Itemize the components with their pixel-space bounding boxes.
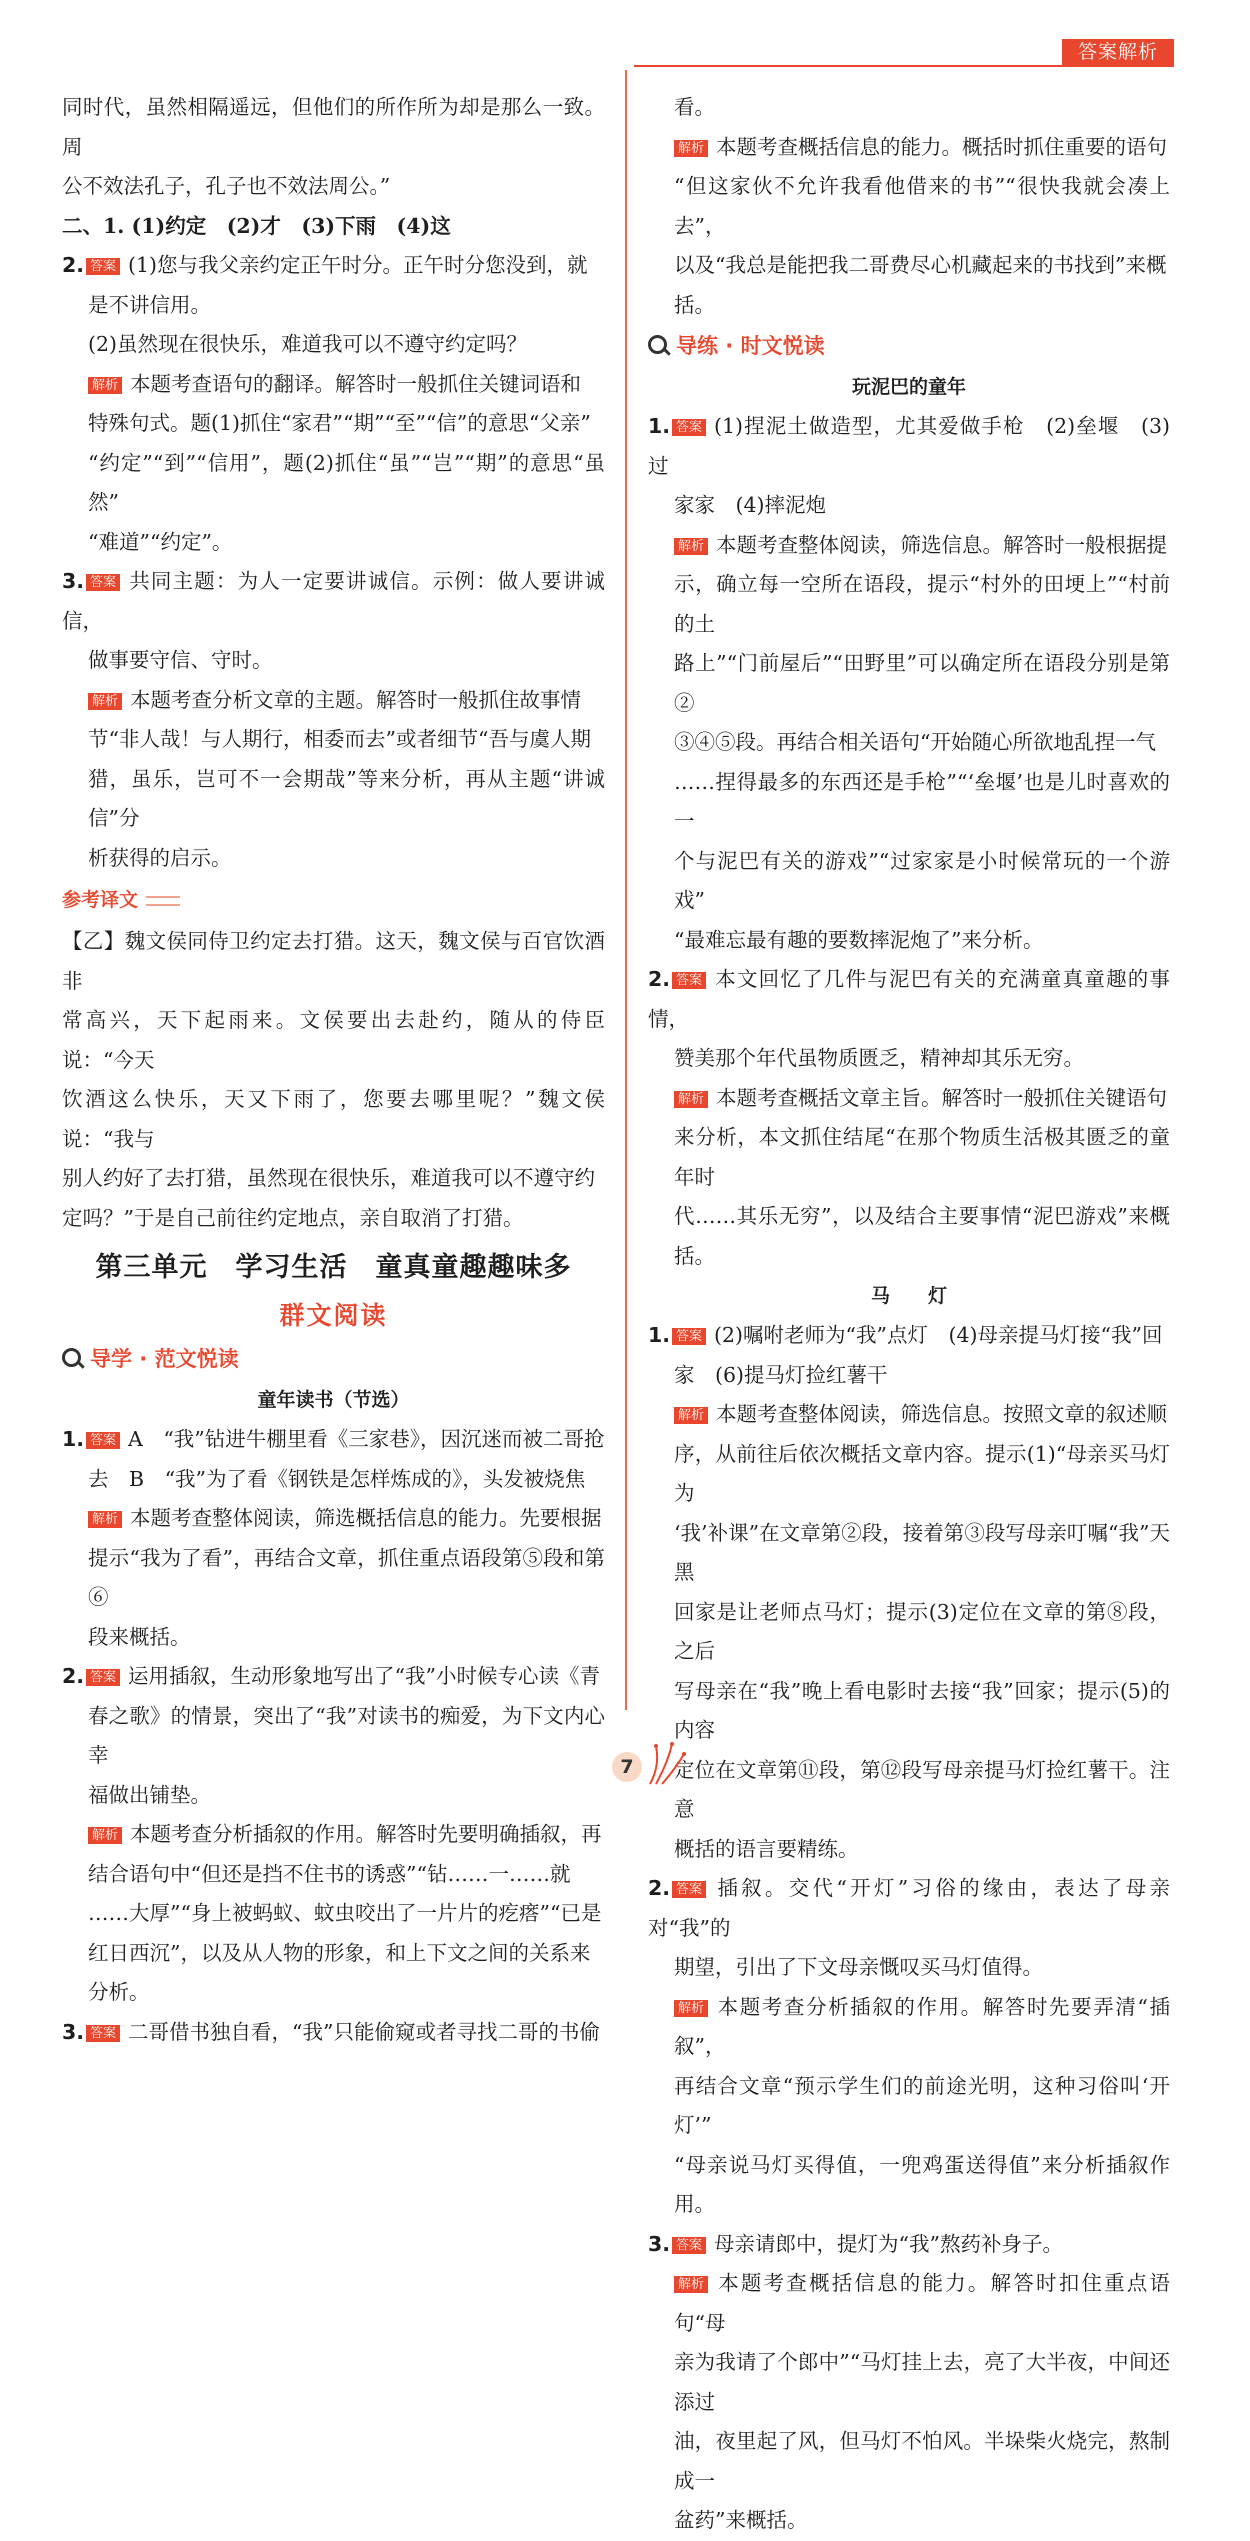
a1-q3-answer: 3. 答案 二哥借书独自看，“我”只能偷窥或者寻找二哥的书偷 xyxy=(62,2019,600,2044)
answer-line: (2)虽然现在很快乐，难道我可以不遵守约定吗？ xyxy=(88,332,528,356)
header-rule xyxy=(634,65,1174,67)
analysis-badge: 解析 xyxy=(674,1091,708,1108)
a1-q2-answer: 2. 答案 运用插叙，生动形象地写出了“我”小时候专心读《青 xyxy=(62,1664,600,1688)
continued-line: 看。 xyxy=(674,95,715,119)
c1-analysis: 解析 本题考查整体阅读，筛选信息。按照文章的叙述顺 xyxy=(648,1395,1170,1435)
answer-badge: 答案 xyxy=(86,1669,120,1686)
heading-decoration xyxy=(146,896,180,906)
analysis-line: 写母亲在“我”晚上看电影时去接“我”回家；提示(5)的内容 xyxy=(674,1678,1170,1742)
analysis-line: 提示“我为了看”，再结合文章，抓住重点语段第⑤段和第⑥ xyxy=(88,1545,605,1609)
analysis-line: 路上”“门前屋后”“田野里”可以确定所在语段分别是第② xyxy=(674,651,1170,715)
analysis-line: 段来概括。 xyxy=(88,1624,191,1649)
left-column xyxy=(62,88,605,2052)
answer-line: 期望，引出了下文母亲慨叹买马灯值得。 xyxy=(674,1955,1043,1979)
b2-answer: 2. 答案 本文回忆了几件与泥巴有关的充满童真童趣的事情， xyxy=(648,967,1170,1031)
q2-3-answer: 3. 答案 共同主题：为人一定要讲诚信。示例：做人要讲诚信， xyxy=(62,569,605,633)
c1-answer: 1. 答案 (2)嘱咐老师为“我”点灯 (4)母亲提马灯接“我”回 xyxy=(648,1323,1163,1347)
analysis-line: 代……其乐无穷”，以及结合主要事情“泥巴游戏”来概括。 xyxy=(674,1204,1170,1268)
analysis-line: 猎，虽乐，岂可不一会期哉”等来分析，再从主题“讲诚信”分 xyxy=(88,766,605,830)
analysis-line: 来分析，本文抓住结尾“在那个物质生活极其匮乏的童年时 xyxy=(674,1125,1170,1189)
answer-badge: 答案 xyxy=(672,1881,706,1898)
analysis-line: “但这家伙不允许我看他借来的书”“很快我就会凑上去”， xyxy=(674,174,1170,238)
a1-q3-analysis: 解析 本题考查概括信息的能力。概括时抓住重要的语句 xyxy=(648,128,1170,168)
q2-1-answer: 二、1. (1)约定 (2)才 (3)下雨 (4)这 xyxy=(62,213,451,238)
q2-3-analysis: 解析 本题考查分析文章的主题。解答时一般抓住故事情 xyxy=(62,681,605,721)
flourish-icon xyxy=(646,1738,688,1788)
translation-line: 别人约好了去打猎，虽然现在很快乐，难道我可以不遵守约 xyxy=(62,1166,595,1190)
answer-line: 春之歌》的情景，突出了“我”对读书的痴爱，为下文内心幸 xyxy=(88,1703,605,1767)
analysis-line: 回家是让老师点马灯；提示(3)定位在文章的第⑧段，之后 xyxy=(674,1599,1170,1663)
unit-title: 第三单元 学习生活 童真童趣趣味多 xyxy=(95,1252,572,1283)
analysis-badge: 解析 xyxy=(88,377,122,394)
answer-line: 家家 (4)摔泥炮 xyxy=(674,493,827,517)
answer-badge: 答案 xyxy=(86,574,120,591)
q2-2-answer: 2. 答案 (1)您与我父亲约定正午时分。正午时分您没到，就 xyxy=(62,253,588,277)
analysis-line: 结合语句中“但还是挡不住书的诱惑”“钻……一……就 xyxy=(88,1861,571,1886)
answer-line: 赞美那个年代虽物质匮乏，精神却其乐无穷。 xyxy=(674,1046,1084,1070)
answer-badge: 答案 xyxy=(672,972,706,989)
analysis-line: ……大厚”“身上被蚂蚁、蚊虫咬出了一片片的疙瘩”“已是 xyxy=(88,1901,602,1925)
answer-badge: 答案 xyxy=(672,2237,706,2254)
analysis-line: ‘我’补课”在文章第②段，接着第③段写母亲叮嘱“我”天黑 xyxy=(674,1520,1170,1584)
analysis-badge: 解析 xyxy=(88,693,122,710)
c3-analysis: 解析 本题考查概括信息的能力。解答时扣住重点语句“母 xyxy=(674,2271,1170,2335)
article-title: 童年读书（节选） xyxy=(257,1389,410,1411)
answer-line: 去 B “我”为了看《钢铁是怎样炼成的》，头发被烧焦 xyxy=(88,1466,586,1491)
page-number: 7 xyxy=(612,1752,642,1782)
translation-line: 【乙】魏文侯同侍卫约定去打猎。这天，魏文侯与百官饮酒非 xyxy=(62,929,605,993)
translation-line: 定吗？”于是自己前往约定地点，亲自取消了打猎。 xyxy=(62,1205,524,1230)
article-title: 马 灯 xyxy=(870,1285,947,1307)
a1-q2-analysis: 解析 本题考查分析插叙的作用。解答时先要明确插叙，再 xyxy=(62,1815,605,1855)
intro-line: 公不效法孔子，孔子也不效法周公。” xyxy=(62,174,391,198)
article-title: 玩泥巴的童年 xyxy=(851,376,966,398)
analysis-line: “约定”“到”“信用”，题(2)抓住“虽”“岂”“期”的意思“虽然” xyxy=(88,450,605,514)
answer-analysis-tag: 答案解析 xyxy=(1062,39,1174,66)
b1-answer: 1. 答案 (1)捏泥土做造型，尤其爱做手枪 (2)垒堰 (3)过 xyxy=(648,414,1170,478)
a1-q1-answer: 1. 答案 A “我”钻进牛棚里看《三家巷》，因沉迷而被二哥抢 xyxy=(62,1427,605,1451)
analysis-line: 括。 xyxy=(674,292,715,317)
analysis-line: ③④⑤段。再结合相关语句“开始随心所欲地乱捏一气 xyxy=(674,730,1156,754)
section-heading-guide-study: 导学 · 范文悦读 xyxy=(62,1338,605,1380)
answer-line: 是不讲信用。 xyxy=(88,292,211,317)
answer-line: 做事要守信、守时。 xyxy=(88,648,273,672)
section-heading-guide-practice: 导练 · 时文悦读 xyxy=(648,325,1170,367)
answer-badge: 答案 xyxy=(86,2025,120,2042)
a1-q1-analysis: 解析 本题考查整体阅读，筛选概括信息的能力。先要根据 xyxy=(62,1499,605,1539)
analysis-line: 亲为我请了个郎中”“马灯挂上去，亮了大半夜，中间还添过 xyxy=(674,2350,1170,2414)
column-divider xyxy=(625,70,627,1710)
c2-analysis: 解析 本题考查分析插叙的作用。解答时先要弄清“插叙”， xyxy=(674,1994,1170,2058)
analysis-line: 定位在文章第⑪段，第⑫段写母亲提马灯捡红薯干。注意 xyxy=(674,1757,1170,1821)
analysis-line: 析获得的启示。 xyxy=(88,845,232,870)
analysis-badge: 解析 xyxy=(674,1407,708,1424)
search-icon xyxy=(648,335,670,357)
analysis-badge: 解析 xyxy=(674,2276,708,2293)
analysis-line: 以及“我总是能把我二哥费尽心机藏起来的书找到”来概 xyxy=(674,253,1167,277)
analysis-line: 个与泥巴有关的游戏”“过家家是小时候常玩的一个游戏” xyxy=(674,848,1170,912)
analysis-badge: 解析 xyxy=(88,1827,122,1844)
group-reading-title: 群文阅读 xyxy=(279,1301,388,1330)
answer-line: 福做出铺垫。 xyxy=(88,1782,211,1807)
right-column xyxy=(648,88,1170,2541)
analysis-line: 节“非人哉！与人期行，相委而去”或者细节“吾与虞人期 xyxy=(88,727,591,751)
intro-line: 同时代，虽然相隔遥远，但他们的所作所为却是那么一致。周 xyxy=(62,95,605,159)
c3-answer: 3. 答案 母亲请郎中，提灯为“我”熬药补身子。 xyxy=(648,2231,1063,2256)
analysis-line: “难道”“约定”。 xyxy=(88,529,233,554)
analysis-line: 序，从前往后依次概括文章内容。提示(1)“母亲买马灯为 xyxy=(674,1441,1170,1505)
analysis-line: 概括的语言要精练。 xyxy=(674,1836,859,1861)
analysis-line: “最难忘最有趣的要数摔泥炮了”来分析。 xyxy=(674,927,1044,952)
translation-line: 饮酒这么快乐，天又下雨了，您要去哪里呢？”魏文侯说：“我与 xyxy=(62,1087,605,1151)
c2-answer: 2. 答案 插叙。交代“开灯”习俗的缘由，表达了母亲对“我”的 xyxy=(648,1876,1170,1940)
analysis-badge: 解析 xyxy=(88,1511,122,1528)
analysis-badge: 解析 xyxy=(674,538,708,555)
translation-line: 常高兴，天下起雨来。文侯要出去赴约，随从的侍臣说：“今天 xyxy=(62,1008,605,1072)
answer-badge: 答案 xyxy=(86,1432,120,1449)
b2-analysis: 解析 本题考查概括文章主旨。解答时一般抓住关键语句 xyxy=(648,1079,1170,1119)
answer-line: 家 (6)提马灯捡红薯干 xyxy=(674,1362,888,1387)
q2-2-analysis: 解析 本题考查语句的翻译。解答时一般抓住关键词语和 xyxy=(62,365,605,405)
analysis-badge: 解析 xyxy=(674,2000,708,2017)
analysis-line: 示，确立每一空所在语段，提示“村外的田埂上”“村前的土 xyxy=(674,572,1170,636)
analysis-line: 油，夜里起了风，但马灯不怕风。半垛柴火烧完，熬制成一 xyxy=(674,2429,1170,2493)
answer-badge: 答案 xyxy=(672,419,706,436)
answer-badge: 答案 xyxy=(86,258,120,275)
analysis-line: 分析。 xyxy=(88,1980,150,2004)
analysis-line: ……捏得最多的东西还是手枪”“‘垒堰’也是儿时喜欢的一 xyxy=(674,769,1170,833)
analysis-line: 盆药”来概括。 xyxy=(674,2508,808,2532)
search-icon xyxy=(62,1348,84,1370)
reference-translation-heading: 参考译文 xyxy=(62,878,605,922)
analysis-line: 再结合文章“预示学生们的前途光明，这种习俗叫‘开灯’” xyxy=(674,2073,1170,2137)
analysis-badge: 解析 xyxy=(674,140,708,157)
b1-analysis: 解析 本题考查整体阅读，筛选信息。解答时一般根据提 xyxy=(648,526,1170,566)
analysis-line: 红日西沉”，以及从人物的形象，和上下文之间的关系来 xyxy=(88,1940,591,1965)
answer-badge: 答案 xyxy=(672,1328,706,1345)
analysis-line: 特殊句式。题(1)抓住“家君”“期”“至”“信”的意思“父亲” xyxy=(88,411,591,435)
analysis-line: “母亲说马灯买得值，一兜鸡蛋送得值”来分析插叙作用。 xyxy=(674,2152,1170,2216)
